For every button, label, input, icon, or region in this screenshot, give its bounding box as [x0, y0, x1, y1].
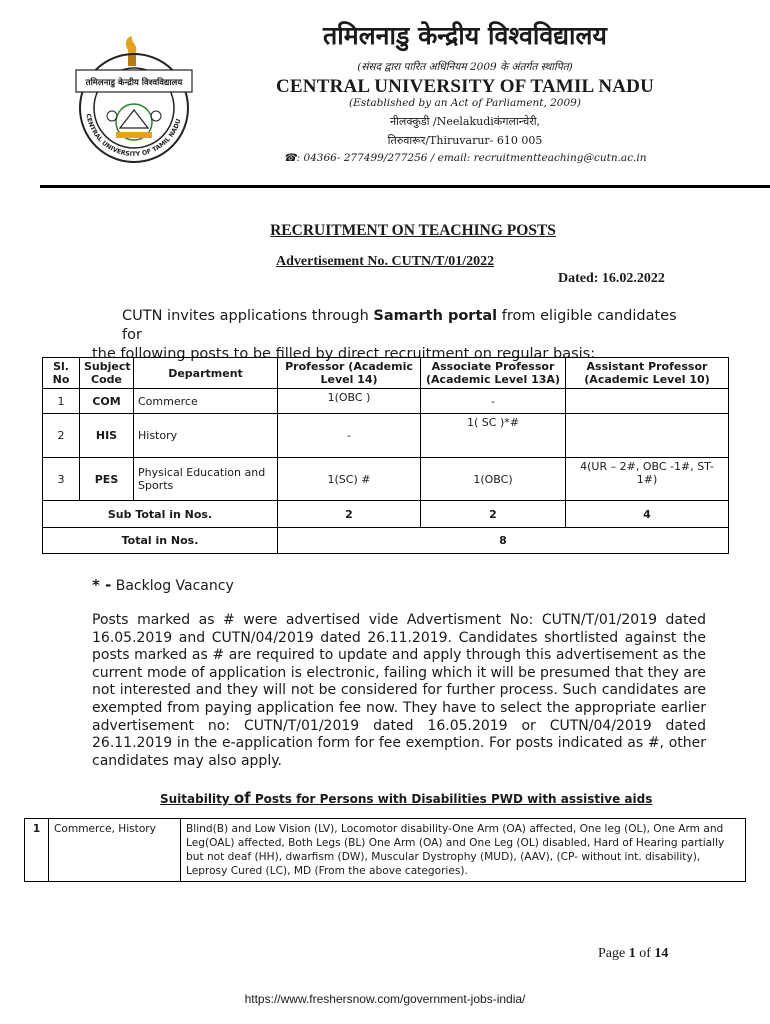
page-current: 1 [628, 946, 636, 961]
header-sl-no: Sl. No [43, 358, 80, 389]
header-subject-code: Subject Code [80, 358, 134, 389]
header-associate-professor: Associate Professor (Academic Level 13A) [421, 358, 566, 389]
page-total: 14 [654, 946, 669, 961]
page-of: of [635, 946, 655, 961]
cell-associate: 1(OBC) [421, 458, 566, 501]
cell-professor: 1(OBC ) [278, 389, 421, 414]
suitability-subject: Commerce, History [49, 819, 181, 882]
university-logo [72, 36, 196, 166]
cell-sl: 1 [43, 389, 80, 414]
cell-professor: 1(SC) # [278, 458, 421, 501]
subtotal-associate: 2 [421, 501, 566, 528]
table-row [43, 389, 729, 414]
intro-paragraph [92, 307, 692, 364]
suitability-heading-text-2: Posts for Persons with Disabilities PWD with assistive aids [250, 792, 653, 806]
samarth-portal-text: Samarth portal [373, 308, 498, 324]
hindi-subtitle: (संसद द्वारा पारित अधिनियम 2009 के अंतर्गत स्थापित) [357, 61, 573, 73]
cell-code: PES [80, 458, 134, 501]
cell-professor: - [278, 414, 421, 458]
recruitment-heading: RECRUITMENT ON TEACHING POSTS [270, 222, 556, 239]
header-professor: Professor (Academic Level 14) [278, 358, 421, 389]
notes-paragraph: Posts marked as # were advertised vide Advertisment No: CUTN/T/01/2019 dated 16.05.2019 and CUTN/04/2019 dated 26.11.2019. Candidates shortlisted against the posts marked as # are required to update and apply through this advertisement as the current mode of application is electronic, failing which it will be presumed that they are not interested and they will not be considered for further process. Such candidates are exempted from paying application fee now. They have to select the appropriate earlier advertisement no: CUTN/T/01/2019 dated 16.05.2019 or CUTN/04/2019 dated 26.11.2019 in the e-application form for fee exemption. For posts indicated as #, other candidates may also apply. [92, 612, 706, 769]
subtotal-row [43, 501, 729, 528]
posts-table [42, 357, 729, 554]
hindi-university-title: तमिलनाडु केन्द्रीय विश्वविद्यालय [323, 21, 607, 50]
subtotal-label: Sub Total in Nos. [43, 501, 278, 528]
header-divider [40, 185, 770, 188]
address-line-2: तिरुवारूर/Thiruvarur- 610 005 [387, 134, 543, 147]
suitability-details: Blind(B) and Low Vision (LV), Locomotor disability-One Arm (OA) affected, One leg (OL), One Arm and Leg(OAL) affected, Both Legs (BL) One Arm (OA) and One Leg (OL) disabled, Hard of Hearing partially but not deaf (HH), dwarfism (DW), Muscular Dystrophy (MUD), (AAV), (CP- without int. disability), Leprosy Cured (LC), MD (From the above categories). [181, 819, 746, 882]
cell-code: HIS [80, 414, 134, 458]
phone-icon: ☎ [283, 152, 297, 164]
suitability-heading-text-1: Suitability [160, 792, 234, 806]
suitability-table [24, 818, 746, 882]
page-number [598, 946, 668, 962]
suitability-heading [160, 789, 652, 807]
subtotal-assistant: 4 [566, 501, 729, 528]
intro-text-1: CUTN invites applications through [122, 308, 374, 324]
header-department: Department [134, 358, 278, 389]
cell-assistant: 4(UR – 2#, OBC -1#, ST-1#) [566, 458, 729, 501]
table-row [25, 819, 746, 882]
cell-associate: 1( SC )*# [421, 414, 566, 458]
total-label: Total in Nos. [43, 528, 278, 554]
established-note: (Established by an Act of Parliament, 2009) [349, 97, 581, 109]
advertisement-number: Advertisement No. CUTN/T/01/2022 [276, 254, 495, 269]
cell-code: COM [80, 389, 134, 414]
total-row [43, 528, 729, 554]
cell-department: Commerce [134, 389, 278, 414]
header-assistant-professor: Assistant Professor (Academic Level 10) [566, 358, 729, 389]
cell-department: History [134, 414, 278, 458]
cell-assistant [566, 389, 729, 414]
footer-url[interactable]: https://www.freshersnow.com/government-jobs-india/ [244, 992, 526, 1006]
table-row [43, 458, 729, 501]
cell-sl: 3 [43, 458, 80, 501]
contact-text: : 04366- 277499/277256 / email: recruitmentteaching@cutn.ac.in [296, 152, 647, 164]
suitability-sl: 1 [25, 819, 49, 882]
intro-text-2: from eligible candidates for [122, 308, 677, 343]
cell-sl: 2 [43, 414, 80, 458]
svg-text:CENTRAL UNIVERSITY OF TAMIL NA: CENTRAL UNIVERSITY OF TAMIL NADU [84, 113, 183, 159]
cell-assistant [566, 414, 729, 458]
intro-text-3: the following posts to be filled by direct recruitment on regular basis: [92, 346, 596, 362]
page-prefix: Page [598, 946, 629, 961]
address-line-1: नीलक्कुडी /Neelakudiकंगलान्चेरी, [389, 115, 541, 128]
total-value: 8 [278, 528, 729, 554]
cell-department: Physical Education and Sports [134, 458, 278, 501]
contact-line [210, 152, 720, 164]
suitability-heading-of: of [233, 789, 251, 807]
backlog-symbol: * - [92, 576, 112, 594]
backlog-note [92, 576, 234, 594]
english-university-title: CENTRAL UNIVERSITY OF TAMIL NADU [275, 76, 654, 97]
backlog-text: Backlog Vacancy [111, 578, 234, 594]
advertisement-date: Dated: 16.02.2022 [558, 271, 665, 286]
subtotal-professor: 2 [278, 501, 421, 528]
cell-associate: - [421, 389, 566, 414]
logo-banner-text: तमिलनाडु केन्द्रीय विश्वविद्यालय [85, 78, 183, 88]
table-row [43, 414, 729, 458]
